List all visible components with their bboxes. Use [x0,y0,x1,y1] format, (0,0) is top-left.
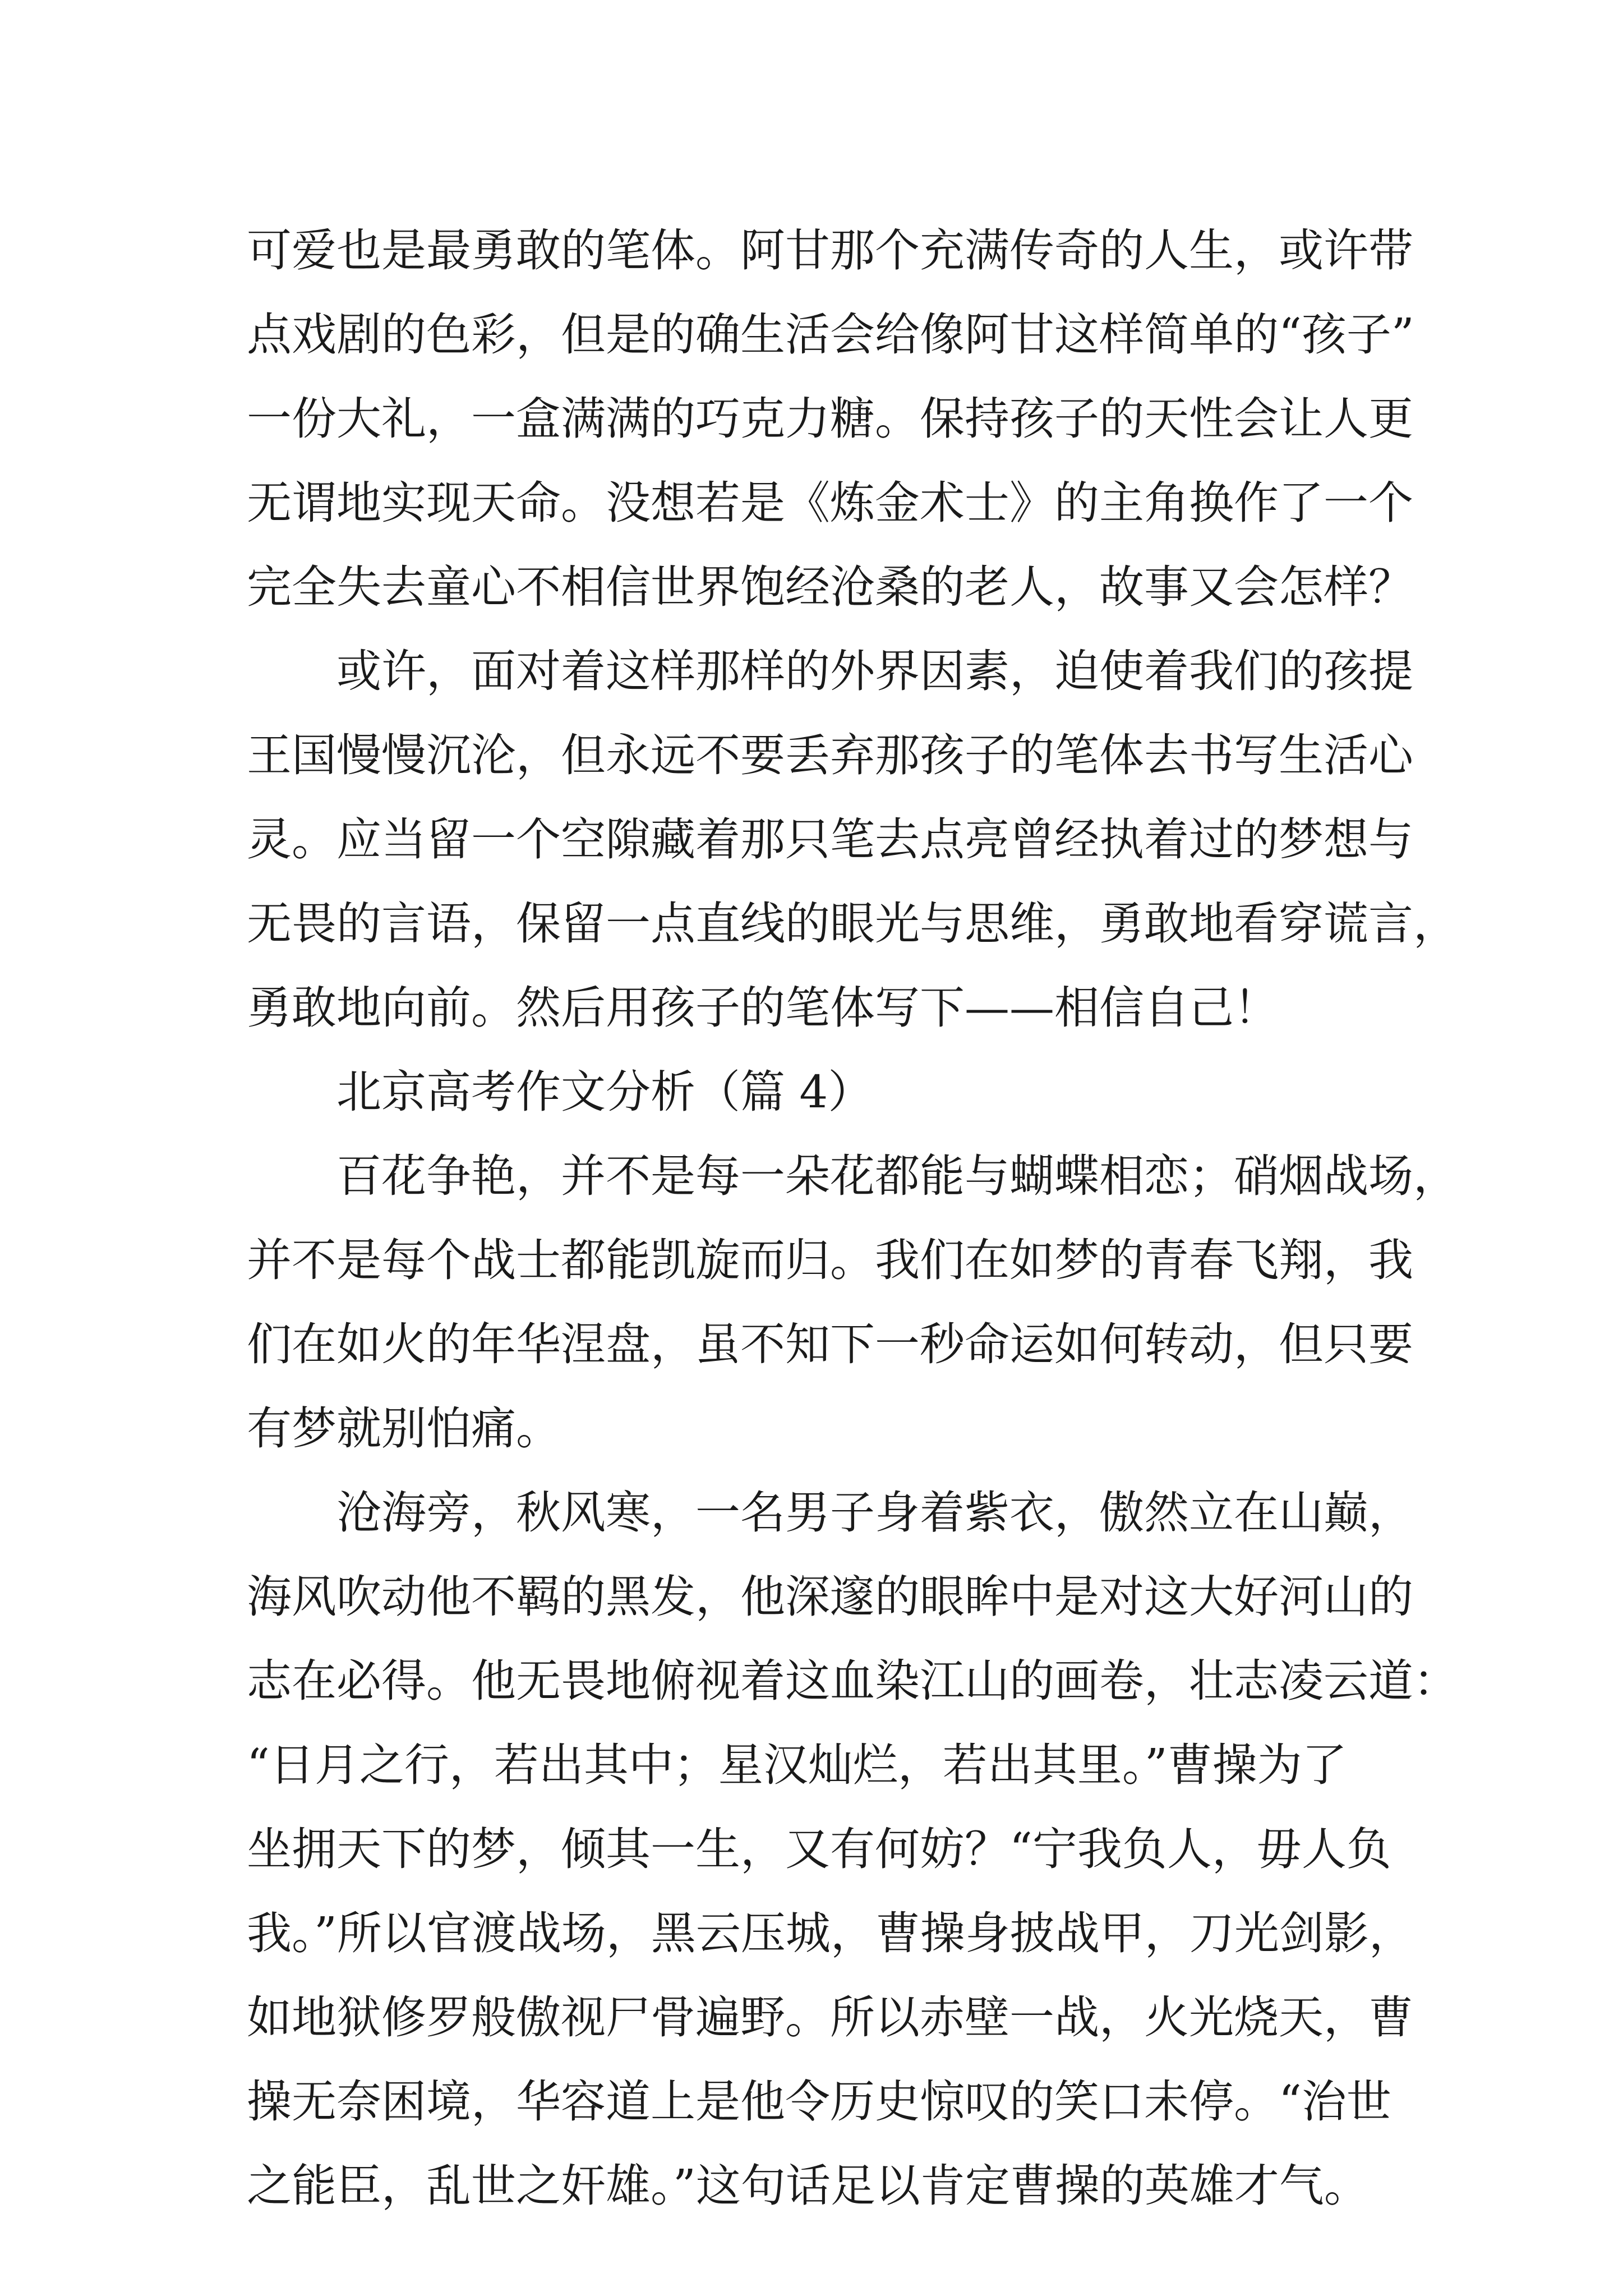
heading-text: 北京高考作文分析（篇 4） [336,1066,873,1118]
text-line: 点戏剧的色彩，但是的确生活会给像阿甘这样简单的“孩子” [247,309,1414,361]
text-line: 们在如火的年华涅盘，虽不知下一秒命运如何转动，但只要 [247,1318,1413,1370]
document-body [247,209,1458,2228]
paragraph [247,1134,1458,1471]
text-line: 完全失去童心不相信世界饱经沧桑的老人，故事又会怎样？ [247,561,1413,613]
text-line: 操无奈困境，华容道上是他令历史惊叹的笑口未停。“治世 [247,2076,1391,2128]
text-line: 坐拥天下的梦，倾其一生，又有何妨？“宁我负人，毋人负 [247,1823,1391,1875]
text-line: 海风吹动他不羁的黑发，他深邃的眼眸中是对这大好河山的 [247,1571,1413,1623]
text-line: “日月之行，若出其中；星汉灿烂，若出其里。”曹操为了 [247,1739,1347,1791]
text-line: 无谓地实现天命。没想若是《炼金术士》的主角换作了一个 [247,477,1413,529]
text-line: 如地狱修罗般傲视尸骨遍野。所以赤壁一战，火光烧天，曹 [247,1991,1413,2044]
paragraph [247,1471,1458,2228]
text-line: 沧海旁，秋风寒，一名男子身着紫衣，傲然立在山巅， [336,1487,1413,1539]
paragraph [247,629,1458,1050]
text-line: 我。”所以官渡战场，黑云压城，曹操身披战甲，刀光剑影， [247,1907,1414,1959]
text-line: 灵。应当留一个空隙藏着那只笔去点亮曾经执着过的梦想与 [247,813,1413,866]
text-line: 无畏的言语，保留一点直线的眼光与思维，勇敢地看穿谎言， [247,898,1458,950]
text-line: 并不是每个战士都能凯旋而归。我们在如梦的青春飞翔，我 [247,1234,1413,1286]
text-line: 志在必得。他无畏地俯视着这血染江山的画卷，壮志凌云道： [247,1655,1458,1707]
text-line: 或许，面对着这样那样的外界因素，迫使着我们的孩提 [336,645,1413,697]
text-line: 勇敢地向前。然后用孩子的笔体写下——相信自己！ [247,982,1279,1034]
paragraph [247,209,1414,629]
text-line: 百花争艳，并不是每一朵花都能与蝴蝶相恋；硝烟战场， [336,1150,1458,1202]
text-line: 王国慢慢沉沦，但永远不要丢弃那孩子的笔体去书写生活心 [247,729,1413,781]
text-line: 有梦就别怕痛。 [247,1402,561,1455]
text-line: 可爱也是最勇敢的笔体。阿甘那个充满传奇的人生，或许带 [247,224,1413,277]
section-heading [247,1050,1380,1134]
text-line: 之能臣，乱世之奸雄。”这句话足以肯定曹操的英雄才气。 [247,2160,1369,2212]
text-line: 一份大礼，一盒满满的巧克力糖。保持孩子的天性会让人更 [247,393,1413,445]
